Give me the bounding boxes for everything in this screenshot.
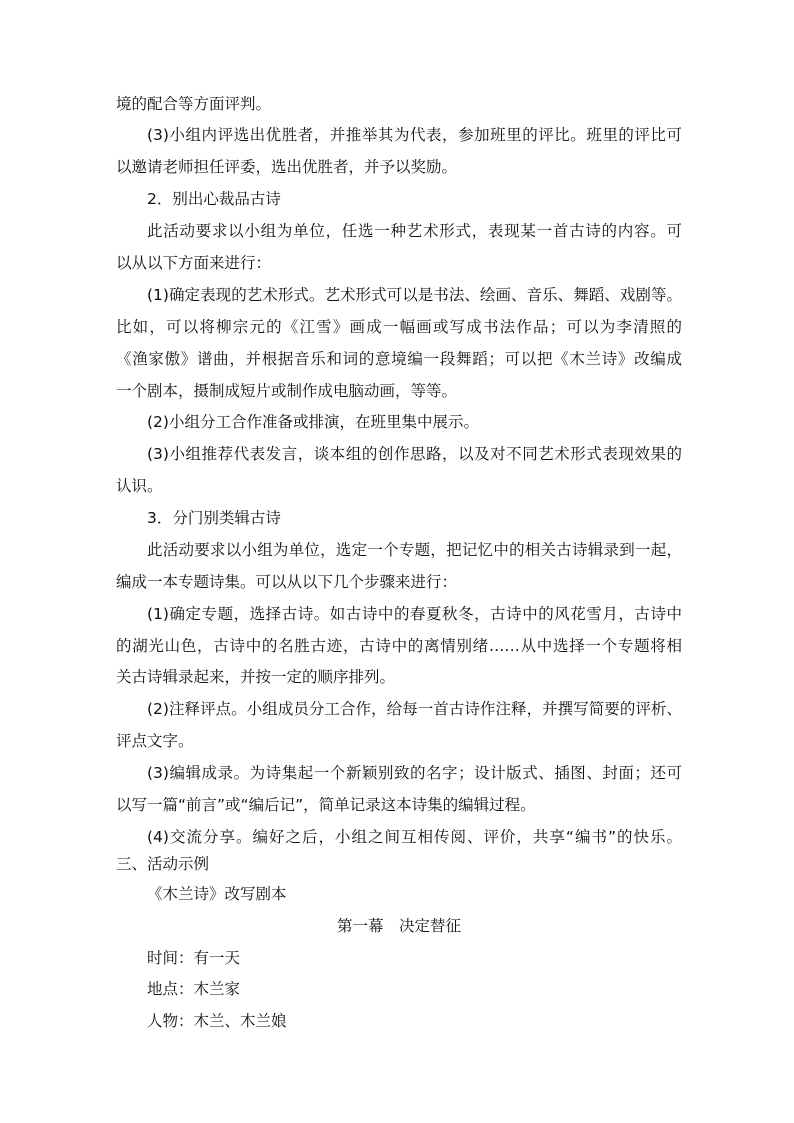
- text-line: 此活动要求以小组为单位，选定一个专题，把记忆中的相关古诗辑录到一起，: [147, 541, 682, 559]
- text-line: (2)注释评点。小组成员分工合作，给每一首古诗作注释，并撰写简要的评析、: [147, 700, 682, 718]
- text-line: (3)小组内评选出优胜者，并推举其为代表，参加班里的评比。班里的评比可: [147, 126, 682, 144]
- section-heading: 2．别出心裁品古诗: [147, 190, 281, 208]
- text-line: 一个剧本，摄制成短片或制作成电脑动画，等等。: [116, 382, 458, 400]
- text-line: (3)编辑成录。为诗集起一个新颖别致的名字；设计版式、插图、封面；还可: [147, 764, 682, 782]
- text-line: 以从以下方面来进行：: [116, 254, 272, 272]
- section-heading: 三、活动示例: [116, 855, 210, 873]
- text-line: 境的配合等方面评判。: [116, 95, 272, 113]
- text-line: (1)确定表现的艺术形式。艺术形式可以是书法、绘画、音乐、舞蹈、戏剧等。: [147, 286, 682, 304]
- text-line: 评点文字。: [116, 732, 194, 750]
- text-line: 《木兰诗》改写剧本: [147, 885, 287, 903]
- text-line: 编成一本专题诗集。可以从以下几个步骤来进行：: [116, 573, 458, 591]
- text-line: 此活动要求以小组为单位，任选一种艺术形式，表现某一首古诗的内容。可: [147, 222, 682, 240]
- text-line: 以邀请老师担任评委，选出优胜者，并予以奖励。: [116, 158, 458, 176]
- text-line: (3)小组推荐代表发言，谈本组的创作思路，以及对不同艺术形式表现效果的: [147, 445, 682, 463]
- section-heading: 3．分门别类辑古诗: [147, 509, 281, 527]
- scene-title: 第一幕 决定替征: [336, 917, 461, 935]
- text-line: 地点：木兰家: [147, 980, 241, 998]
- text-line: (4)交流分享。编好之后，小组之间互相传阅、评价，共享“编书”的快乐。: [147, 828, 682, 846]
- text-line: (1)确定专题，选择古诗。如古诗中的春夏秋冬，古诗中的风花雪月，古诗中: [147, 605, 682, 623]
- text-line: 以写一篇“前言”或“编后记”，简单记录这本诗集的编辑过程。: [116, 796, 536, 814]
- text-line: 的湖光山色，古诗中的名胜古迹，古诗中的离情别绪……从中选择一个专题将相: [116, 637, 682, 655]
- text-line: 认识。: [116, 477, 163, 495]
- text-line: 比如，可以将柳宗元的《江雪》画成一幅画或写成书法作品；可以为李清照的: [116, 318, 682, 336]
- text-line: 人物：木兰、木兰娘: [147, 1012, 287, 1030]
- text-line: 时间：有一天: [147, 949, 241, 967]
- text-line: 《渔家傲》谱曲，并根据音乐和词的意境编一段舞蹈；可以把《木兰诗》改编成: [116, 350, 682, 368]
- text-line: 关古诗辑录起来，并按一定的顺序排列。: [116, 668, 396, 686]
- text-line: (2)小组分工合作准备或排演，在班里集中展示。: [147, 413, 479, 431]
